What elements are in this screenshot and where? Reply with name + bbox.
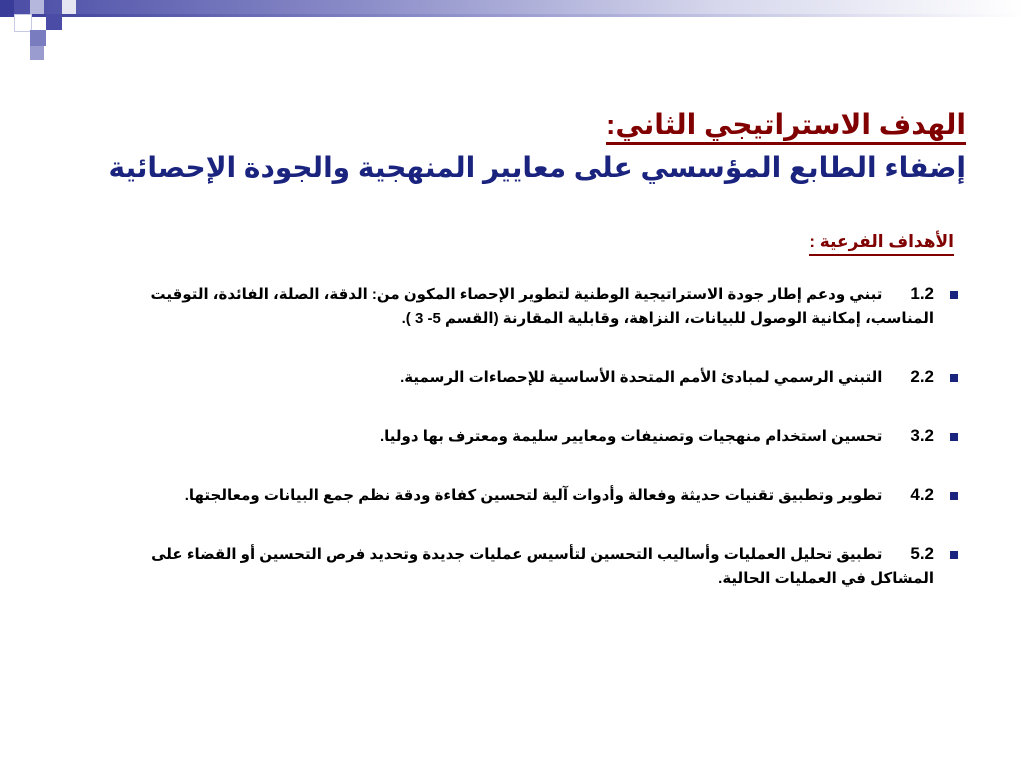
- item-number: 3.2: [910, 426, 934, 445]
- item-text: تحسين استخدام منهجيات وتصنيفات ومعايير سليمة ومعترف بها دوليا.: [379, 428, 883, 445]
- item-text: التبني الرسمي لمبادئ الأمم المتحدة الأساسية للإحصاءات الرسمية.: [400, 369, 883, 386]
- list-item: [88, 282, 958, 331]
- title-line1: الهدف الاستراتيجي الثاني:: [606, 108, 966, 145]
- item-text: تطبيق تحليل العمليات وأساليب التحسين لتأسيس عمليات جديدة وتحديد فرص التحسين أو القضاء على المشاكل في العمليات الحالية.: [151, 546, 934, 587]
- square-bullet-icon: [950, 374, 958, 382]
- decor-square: [30, 30, 46, 46]
- item-number: 4.2: [910, 485, 934, 504]
- list-item: [88, 424, 958, 449]
- decor-square: [30, 0, 44, 14]
- decor-square: [0, 0, 14, 14]
- item-number: 2.2: [910, 367, 934, 386]
- square-bullet-icon: [950, 433, 958, 441]
- objectives-list: [88, 282, 958, 591]
- decor-square: [30, 46, 44, 60]
- list-item: [88, 542, 958, 591]
- square-bullet-icon: [950, 492, 958, 500]
- item-number: 5.2: [910, 544, 934, 563]
- item-text: تطوير وتطبيق تقنيات حديثة وفعالة وأدوات آلية لتحسين كفاءة ودقة نظم جمع البيانات ومعالجتها.: [184, 487, 883, 504]
- header-gradient-line: [0, 14, 1024, 17]
- decor-square: [62, 0, 76, 14]
- slide-title: [66, 108, 966, 185]
- square-bullet-icon: [950, 291, 958, 299]
- decor-square: [46, 14, 62, 30]
- item-number: 1.2: [910, 284, 934, 303]
- list-item: [88, 365, 958, 390]
- item-text: تبني ودعم إطار جودة الاستراتيجية الوطنية لتطوير الإحصاء المكون من: الدقة، الصلة، الفائدة، التوقيت المناسب، إمكانية الوصول للبيانات، النزاهة، وقابلية المقارنة (القسم 5- 3 ).: [150, 286, 934, 327]
- subheading: الأهداف الفرعية :: [809, 230, 954, 256]
- header-gradient-band: [0, 0, 1024, 48]
- list-item: [88, 483, 958, 508]
- title-line2: إضفاء الطابع المؤسسي على معايير المنهجية والجودة الإحصائية: [108, 152, 966, 183]
- square-bullet-icon: [950, 551, 958, 559]
